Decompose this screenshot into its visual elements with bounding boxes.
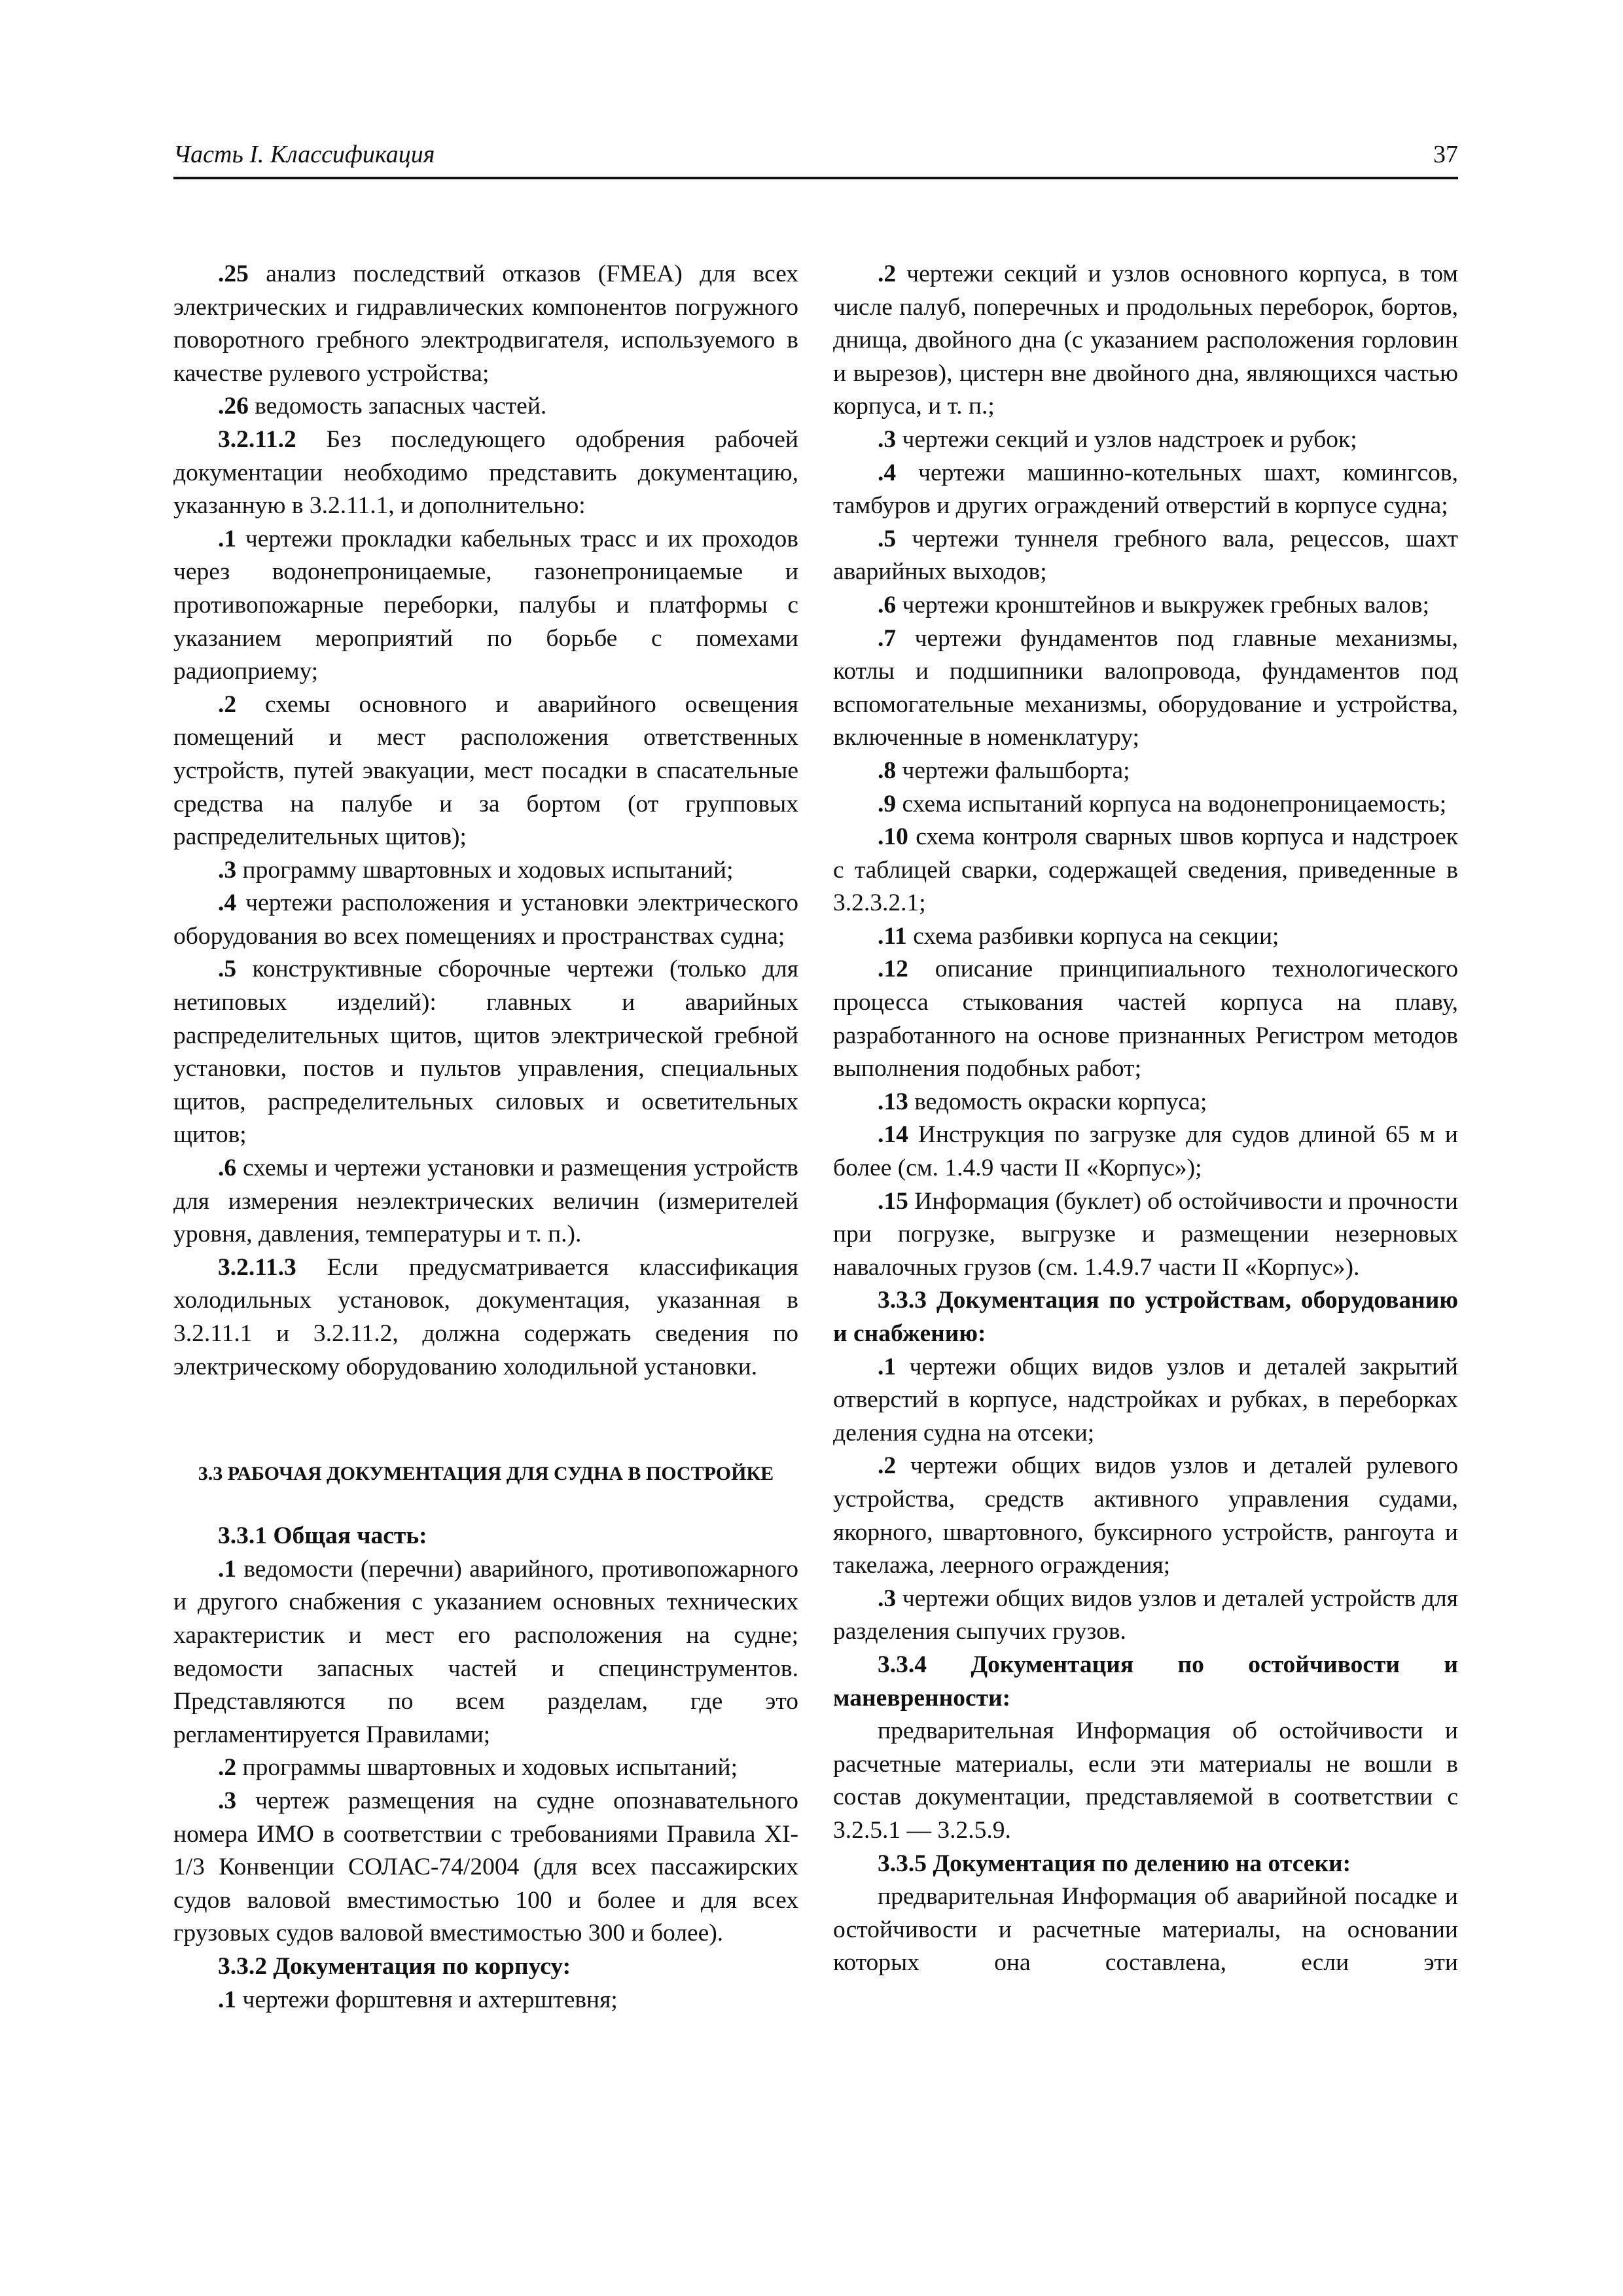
item-text: схемы основного и аварийного освещения помещений и мест расположения ответственных устройств, путей эвакуации, мест посадки в спасательные средства на палубе и за бортом (от групповых распределительных щитов); [173,691,798,851]
item-number: .13 [878,1088,908,1115]
item-number: .1 [218,525,237,552]
item-text: чертеж размещения на судне опознавательного номера ИМО в соответствии с требованиями Правила XI-1/3 Конвенции СОЛАС-74/2004 (для всех пассажирских судов валовой вместимостью 100 и более и для всех грузовых судов валовой вместимостью 300 и более). [173,1787,798,1947]
item-number: 3.2.11.3 [218,1253,296,1281]
item-text: чертежи фальшборта; [896,757,1130,784]
paragraph [833,258,1458,423]
item-number: .1 [218,1986,237,2013]
paragraph [173,1251,798,1384]
paragraph [833,920,1458,954]
paragraph [833,1848,1458,1881]
item-text: чертежи секций и узлов основного корпуса, в том числе палуб, поперечных и продольных переборок, бортов, днища, двойного дна (с указанием расположения горловин и вырезов), цистерн вне двойного дна, являющихся частью корпуса, и т. п.; [833,260,1458,420]
item-number: .5 [878,525,897,552]
paragraph [833,1284,1458,1350]
item-number: 3.3.4 Документация по остойчивости и маневренности: [833,1651,1458,1712]
paragraph [173,423,798,523]
right-column [833,258,1458,1980]
item-number: .15 [878,1187,908,1215]
item-number: .5 [218,956,237,983]
item-number: .3 [878,1585,897,1612]
item-text: схема испытаний корпуса на водонепроницаемость; [896,790,1447,817]
item-number: .4 [218,889,237,917]
item-number: .3 [878,425,897,453]
item-text: чертежи расположения и установки электрического оборудования во всех помещениях и пространствах судна; [173,889,798,950]
paragraph [173,854,798,888]
item-number: 3.3.2 Документация по корпусу: [218,1952,571,1980]
item-number: .7 [878,624,897,652]
item-number: 3.3.3 Документация по устройствам, оборудованию и снабжению: [833,1287,1458,1347]
paragraph [833,1583,1458,1649]
item-number: .8 [878,757,897,784]
item-number: .6 [878,591,897,619]
header-title: Часть I. Классификация [173,141,435,168]
paragraph [173,1950,798,1984]
item-text: Информация (буклет) об остойчивости и прочности при погрузке, выгрузке и размещении незерновых навалочных грузов (см. 1.4.9.7 части II «Корпус»). [833,1187,1458,1281]
item-number: .1 [218,1555,237,1583]
paragraph [173,1553,798,1752]
paragraph [173,258,798,390]
running-header [173,140,1458,179]
item-text: анализ последствий отказов (FMEA) для всех электрических и гидравлических компонентов погружного поворотного гребного электродвигателя, используемого в качестве рулевого устройства; [173,260,798,387]
item-text: программу швартовных и ходовых испытаний; [236,856,734,884]
item-text: ведомость окраски корпуса; [908,1088,1207,1115]
paragraph [833,1450,1458,1582]
item-text: Инструкция по загрузке для судов длиной 65 м и более (см. 1.4.9 части II «Корпус»); [833,1121,1458,1182]
item-number: .1 [878,1353,897,1380]
paragraph [173,1152,798,1251]
item-text: предварительная Информация об остойчивости и расчетные материалы, если эти материалы не вошли в состав документации, представляемой в соответствии с 3.2.5.1 — 3.2.5.9. [833,1717,1458,1844]
paragraph [833,1715,1458,1847]
paragraph [833,755,1458,788]
paragraph [833,1119,1458,1185]
paragraph [833,1351,1458,1450]
paragraph [173,523,798,689]
left-column [173,258,798,2017]
item-text: ведомость запасных частей. [248,393,547,420]
item-number: 3.3.1 Общая часть: [218,1522,427,1550]
item-text: программы швартовных и ходовых испытаний; [236,1754,738,1782]
paragraph [833,423,1458,457]
item-number: 3.2.11.2 [218,425,296,453]
item-number: .11 [878,922,907,950]
paragraph [833,589,1458,622]
item-number: .4 [878,459,897,486]
item-number: .26 [218,393,249,420]
item-text: Без последующего одобрения рабочей документации необходимо представить документацию, указанную в 3.2.11.1, и дополнительно: [173,425,798,520]
paragraph [173,953,798,1152]
paragraph [833,1086,1458,1119]
item-text: чертежи секций и узлов надстроек и рубок; [896,425,1357,453]
item-text: чертежи прокладки кабельных трасс и их проходов через водонепроницаемые, газонепроницаемые и противопожарные переборки, палубы и платформы с указанием мероприятий по борьбе с помехами радиоприему; [173,525,798,685]
item-text: чертежи кронштейнов и выкружек гребных валов; [896,591,1430,619]
paragraph [833,1185,1458,1285]
item-text: Если предусматривается классификация холодильных установок, документация, указанная в 3.2.11.1 и 3.2.11.2, должна содержать сведения по электрическому оборудованию холодильной установки. [173,1253,798,1380]
item-number: .25 [218,260,249,287]
paragraph [833,821,1458,920]
paragraph [173,1785,798,1950]
item-text: чертежи общих видов узлов и деталей рулевого устройства, средств активного управления судами, якорного, швартовного, буксирного устройств, рангоута и такелажа, леерного ограждения; [833,1452,1458,1579]
paragraph [173,1751,798,1785]
paragraph [173,390,798,423]
item-text: конструктивные сборочные чертежи (только для нетиповых изделий): главных и аварийных распределительных щитов, щитов электрической гребной установки, постов и пультов управления, специальных щитов, распределительных силовых и осветительных щитов; [173,956,798,1149]
item-number: .12 [878,956,908,983]
item-number: .2 [218,1754,237,1782]
item-text: чертежи форштевня и ахтерштевня; [236,1986,618,2013]
item-text: предварительная Информация об аварийной посадке и остойчивости и расчетные материалы, на основании которых она составлена, если эти [833,1883,1458,1977]
item-text: схемы и чертежи установки и размещения устройств для измерения неэлектрических величин (измерителей уровня, давления, температуры и т. п.). [173,1155,798,1248]
paragraph [833,1880,1458,1980]
item-text: описание принципиального технологического процесса стыкования частей корпуса на плаву, разработанного на основе признанных Регистром методов выполнения подобных работ; [833,956,1458,1083]
item-text: ведомости (перечни) аварийного, противопожарного и другого снабжения с указанием основных технических характеристик и мест его расположения на судне; ведомости запасных частей и специнструментов. Представляются по всем разделам, где это регламентируется Правилами; [173,1555,798,1748]
paragraph [173,689,798,854]
paragraph [833,457,1458,523]
section-heading: 3.3 РАБОЧАЯ ДОКУМЕНТАЦИЯ ДЛЯ СУДНА В ПОСТРОЙКЕ [198,1463,774,1485]
item-number: .2 [218,691,237,718]
item-text: чертежи фундаментов под главные механизмы, котлы и подшипники валопровода, фундаментов под вспомогательные механизмы, оборудование и устройства, включенные в номенклатуру; [833,624,1458,751]
item-number: .6 [218,1155,237,1182]
paragraph [833,523,1458,589]
item-text: чертежи общих видов узлов и деталей устройств для разделения сыпучих грузов. [833,1585,1458,1645]
paragraph [173,887,798,953]
item-number: .3 [218,1787,237,1814]
paragraph [173,1520,798,1553]
item-text: чертежи машинно-котельных шахт, комингсов, тамбуров и других ограждений отверстий в корпусе судна; [833,459,1458,520]
item-number: .2 [878,260,897,287]
paragraph [833,1649,1458,1715]
page-number: 37 [1433,141,1458,168]
item-number: .10 [878,823,908,851]
item-number: .3 [218,856,237,884]
paragraph [833,788,1458,821]
paragraph [833,622,1458,755]
item-number: .2 [878,1452,897,1480]
item-text: схема разбивки корпуса на секции; [906,922,1279,950]
paragraph [173,1984,798,2017]
item-number: .14 [878,1121,908,1149]
item-text: чертежи туннеля гребного вала, рецессов, шахт аварийных выходов; [833,525,1458,586]
item-number: 3.3.5 Документация по делению на отсеки: [878,1850,1351,1877]
item-number: .9 [878,790,897,817]
paragraph [833,953,1458,1085]
item-text: чертежи общих видов узлов и деталей закрытий отверстий в корпусе, надстройках и рубках, в переборках деления судна на отсеки; [833,1353,1458,1446]
item-text: схема контроля сварных швов корпуса и надстроек с таблицей сварки, содержащей сведения, приведенные в 3.2.3.2.1; [833,823,1458,917]
